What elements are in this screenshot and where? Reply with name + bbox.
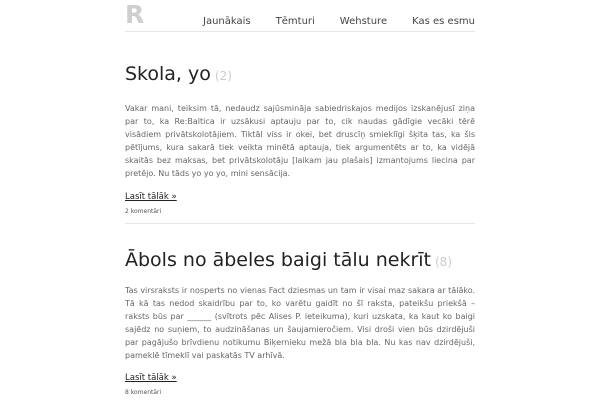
read-more-link[interactable]: Lasīt tālāk » (125, 192, 177, 202)
post-body: Vakar mani, teiksim tā, nedaudz sajūsmināja sabiedriskajos medijos izskanējusī ziņa par to, ka Re:Baltica ir uzsākusi aptauju par to, cik naudas gādīgie vecāki tērē visādiem privātskolotājiem. Tiktāl viss ir okei, bet druscīņ smieklīgi šķita tas, ka šis pētījums, kura sakarā tiek veikta minētā aptauja, tiek argumentēts ar to, ka vidējā skaitās bez maksas, bet privātskolotāju [laikam jau plašais] izmantojums liecina par pretējo. Nu tāds yo yo yo, mini sensācija. (125, 104, 475, 178)
nav-item-jaunakais[interactable]: Jaunākais (203, 16, 251, 27)
post-title (125, 248, 475, 274)
post-title-link[interactable]: Ābols no ābeles baigi tālu nekrīt (125, 249, 431, 271)
comments-link[interactable]: 8 komentāri (125, 389, 162, 396)
nav-item-temturi[interactable]: Tēmturi (275, 16, 315, 27)
post (125, 62, 475, 224)
comment-count: (8) (435, 255, 452, 269)
site-header (125, 0, 475, 32)
comment-count: (2) (214, 69, 232, 83)
post (125, 248, 475, 397)
post-divider (125, 223, 475, 224)
post-body: Tas virsraksts ir nosperts no vienas Fact dziesmas un tam ir visai maz sakara ar tālāko. Tā kā tas nedod skaidrību par to, ko varētu gaidīt no šī raksta, pateikšu priekšā – raksts būs par ______ (svītrots pēc Alises P. ieteikuma), kuri uzskata, ka kaut ko baigi sajēdz no suņiem, to audzināšanas un šaujamieročiem. Visi droši vien būs dzirdējuši par pagājušo brīvdienu notikumu Biķernieku mežā bla bla bla. Nu kas nav dzirdējuši, pameklē tīmeklī vai paskatās TV arhīvā. (125, 286, 475, 360)
page (125, 0, 475, 397)
read-more-link[interactable]: Lasīt tālāk » (125, 373, 177, 383)
site-logo[interactable]: R (125, 0, 145, 29)
post-title-link[interactable]: Skola, yo (125, 63, 211, 85)
nav-item-kas-es-esmu[interactable]: Kas es esmu (412, 16, 475, 27)
post-title (125, 62, 475, 88)
nav-item-wehsture[interactable]: Wehsture (339, 16, 388, 27)
main-nav (178, 16, 475, 28)
comments-link[interactable]: 2 komentāri (125, 208, 162, 215)
